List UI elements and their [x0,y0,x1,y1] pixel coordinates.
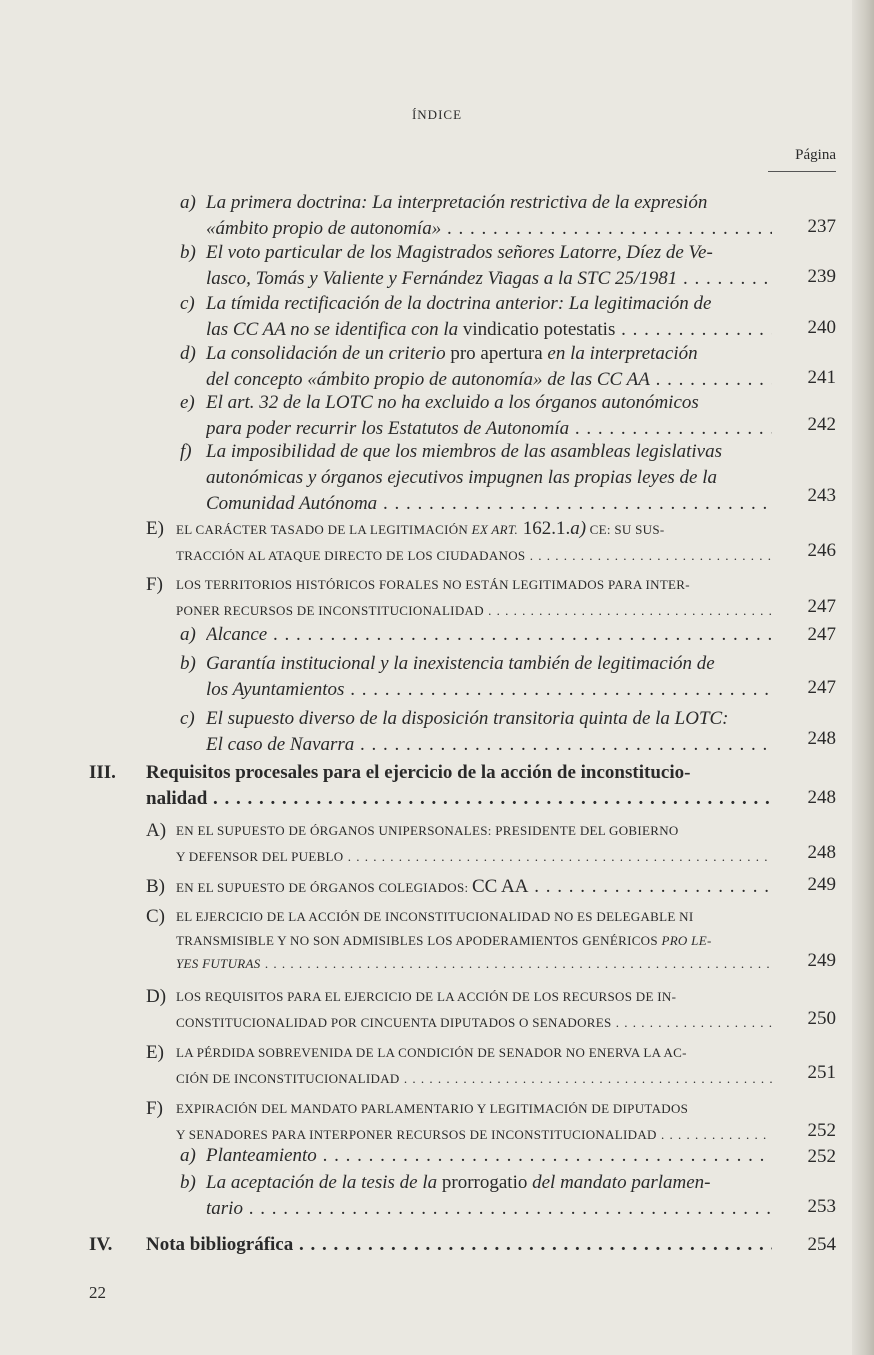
page-number: 241 [807,367,836,388]
entry-line: lasco, Tomás y Valiente y Fernández Viagas a la STC 25/1981 . . . [206,266,772,292]
entry-text: CC AA [471,876,529,897]
entry-line: PONER RECURSOS DE INCONSTITUCIONALIDAD . . . [176,598,772,624]
entry-label: c) [180,293,195,314]
entry-text: a) [570,518,587,539]
entry-text: EL CARÁCTER TASADO DE LA LEGITIMACIÓN [176,522,472,537]
toc-entry [146,516,772,569]
entry-line: LA PÉRDIDA SOBREVENIDA DE LA CONDICIÓN DE SENADOR NO ENERVA LA AC- [176,1045,687,1060]
page-number: 254 [807,1234,836,1255]
entry-line: La imposibilidad de que los miembros de las asambleas legislativas [206,441,722,462]
entry-line: EL EJERCICIO DE LA ACCIÓN DE INCONSTITUCIONALIDAD NO ES DELEGABLE NI [176,909,694,924]
entry-line: EXPIRACIÓN DEL MANDATO PARLAMENTARIO Y LEGITIMACIÓN DE DIPUTADOS [176,1101,689,1116]
page-number: 248 [807,787,836,808]
entry-line: El voto particular de los Magistrados señores Latorre, Díez de Ve- [206,242,713,263]
toc-entry [180,622,772,648]
entry-line: El caso de Navarra . . . [206,732,772,758]
entry-label: b) [180,242,196,263]
page-number: 249 [807,874,836,895]
page-number: 247 [807,596,836,617]
section-number: IV. [89,1234,113,1255]
toc-entry [146,572,772,624]
page-number: 252 [807,1146,836,1167]
toc-entry [180,291,772,343]
entry-line: Requisitos procesales para el ejercicio de la acción de inconstitucio- [146,762,691,783]
running-header: ÍNDICE [411,107,463,122]
entry-text: TRANSMISIBLE Y NO SON ADMISIBLES LOS APODERAMIENTOS GENÉRICOS [176,933,662,948]
entry-line: Garantía institucional y la inexistencia también de legitimación de [206,653,715,674]
page-number: 252 [807,1120,836,1141]
page-number: 251 [807,1062,836,1083]
entry-line: del concepto «ámbito propio de autonomía» de las CC AA . . . [206,367,772,393]
entry-text: las CC AA no se identifica con la [206,319,463,340]
entry-text: La consolidación de un criterio [206,343,451,364]
toc-entry [146,905,772,975]
page-number: 249 [807,950,836,971]
toc-entry [180,439,772,517]
entry-text: en la interpretación [542,343,698,364]
entry-label: e) [180,392,195,413]
toc-entry [180,1143,772,1169]
toc-entry [180,341,772,393]
entry-line: «ámbito propio de autonomía» . . . [206,216,772,242]
entry-line: CIÓN DE INCONSTITUCIONALIDAD . . . [176,1066,772,1092]
section-number: III. [89,762,116,783]
entry-line: Y SENADORES PARA INTERPONER RECURSOS DE INCONSTITUCIONALIDAD . . . [176,1122,772,1148]
entry-label: D) [146,986,167,1007]
entry-text: 162.1. [518,518,571,539]
entry-text: La aceptación de la tesis de la [206,1172,442,1193]
entry-line: autonómicas y órganos ejecutivos impugnen las propias leyes de la [206,467,717,488]
page-number: 243 [807,485,836,506]
page-number: 239 [807,266,836,287]
toc-entry [180,1170,772,1222]
entry-label: F) [146,574,163,595]
toc-entry [146,984,772,1036]
entry-line: LOS REQUISITOS PARA EL EJERCICIO DE LA ACCIÓN DE LOS RECURSOS DE IN- [176,989,677,1004]
entry-line: Comunidad Autónoma . . . [206,491,772,517]
toc-entry [180,390,772,442]
page-number: 247 [807,624,836,645]
toc-entry [180,651,772,703]
page-number: 242 [807,414,836,435]
entry-line: Alcance . . . [206,622,772,648]
entry-text: CE: SU SUS- [586,522,665,537]
entry-label: E) [146,1042,164,1063]
entry-line: nalidad . . . [146,786,772,812]
entry-line: Nota bibliográfica . . . [146,1232,772,1258]
entry-label: a) [180,192,196,213]
toc-entry [180,190,772,242]
entry-line: TRACCIÓN AL ATAQUE DIRECTO DE LOS CIUDADANOS . . . [176,543,772,569]
page-number: 247 [807,677,836,698]
page-edge-shadow [852,0,874,1355]
entry-label: f) [180,441,192,462]
entry-line: El art. 32 de la LOTC no ha excluido a los órganos autonómicos [206,392,699,413]
toc-entry [180,240,772,292]
toc-entry [146,818,772,870]
toc-entry [180,706,772,758]
entry-label: a) [180,1145,196,1166]
entry-label: F) [146,1098,163,1119]
toc-entry [146,874,772,901]
entry-line: El supuesto diverso de la disposición transitoria quinta de la LOTC: [206,708,729,729]
entry-line: los Ayuntamientos . . . [206,677,772,703]
page-number: 253 [807,1196,836,1217]
page-number: 237 [807,216,836,237]
entry-line: LOS TERRITORIOS HISTÓRICOS FORALES NO ESTÁN LEGITIMADOS PARA INTER- [176,577,690,592]
column-heading-rule [768,171,836,172]
page-number: 248 [807,842,836,863]
entry-label: E) [146,518,164,539]
page-number: 246 [807,540,836,561]
entry-line: Y DEFENSOR DEL PUEBLO . . . [176,844,772,870]
entry-label: b) [180,1172,196,1193]
entry-label: A) [146,820,167,841]
entry-latin-term: prorrogatio [441,1172,528,1193]
entry-line: EN EL SUPUESTO DE ÓRGANOS UNIPERSONALES: PRESIDENTE DEL GOBIERNO [176,823,679,838]
toc-entry [146,1096,772,1148]
page-number: 250 [807,1008,836,1029]
entry-latin-term: PRO LE- [661,933,712,948]
page-number: 240 [807,317,836,338]
entry-text: del mandato parlamen- [527,1172,711,1193]
page-column-heading: Página [795,147,836,163]
entry-label: b) [180,653,196,674]
entry-line: CONSTITUCIONALIDAD POR CINCUENTA DIPUTADOS O SENADORES . . . [176,1010,772,1036]
entry-label: C) [146,906,165,927]
entry-latin-term: EX ART. [471,522,519,537]
entry-line: La tímida rectificación de la doctrina anterior: La legitimación de [206,293,712,314]
page-number: 248 [807,728,836,749]
entry-line: para poder recurrir los Estatutos de Autonomía . . . [206,416,772,442]
entry-line: YES FUTURAS . . . [176,952,772,975]
entry-line: Planteamiento . . . [206,1143,772,1169]
toc-section-entry [89,1232,772,1258]
entry-latin-term: pro apertura [450,343,543,364]
entry-line: tario . . . [206,1196,772,1222]
entry-text: EN EL SUPUESTO DE ÓRGANOS COLEGIADOS: [176,880,472,895]
page-folio: 22 [89,1283,106,1302]
entry-label: B) [146,876,165,897]
entry-label: a) [180,624,196,645]
entry-label: d) [180,343,196,364]
entry-latin-term: vindicatio potestatis [462,319,616,340]
entry-line: La primera doctrina: La interpretación restrictiva de la expresión [206,192,708,213]
toc-section-entry [89,760,772,812]
entry-label: c) [180,708,195,729]
toc-entry [146,1040,772,1092]
